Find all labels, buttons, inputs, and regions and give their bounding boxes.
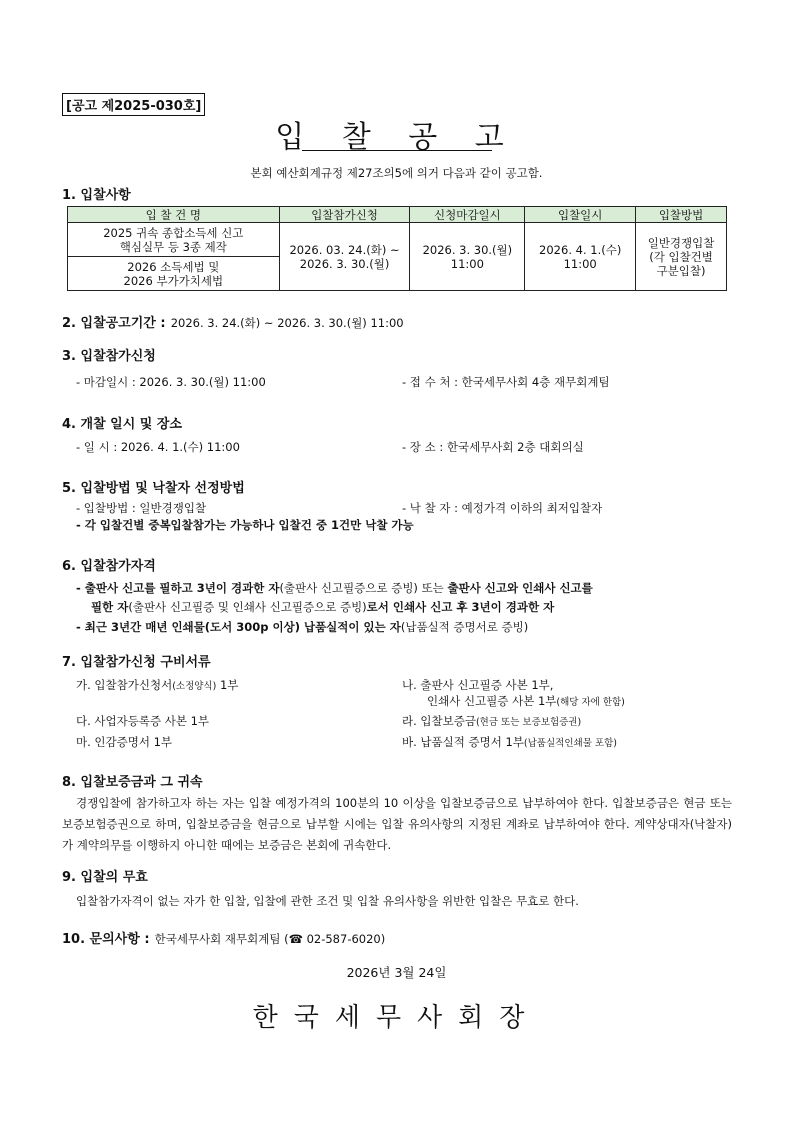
header-deadline: 신청마감일시 (410, 207, 525, 223)
duplicate-bid-prefix: - 각 입찰건별 (76, 518, 149, 532)
title-underline (302, 150, 492, 151)
section-3-heading: 3. 입찰참가신청 (62, 349, 156, 364)
bid-method: - 입찰방법 : 일반경쟁입찰 (76, 501, 207, 515)
document-na-2 (427, 693, 625, 709)
document-ra (402, 713, 581, 729)
section-6-heading: 6. 입찰참가자격 (62, 559, 156, 574)
notice-number: [공고 제2025-030호] (62, 93, 205, 116)
document-na-1: 나. 출판사 신고필증 사본 1부, (402, 678, 554, 692)
section-2-heading: 2. 입찰공고기간 : (62, 316, 166, 331)
opening-place: - 장 소 : 한국세무사회 2층 대회의실 (402, 440, 584, 454)
item-1-line-1: 2025 귀속 종합소득세 신고 (103, 225, 244, 240)
section-10-heading: 10. 문의사항 : (62, 932, 150, 947)
item-1-line-2: 핵심실무 등 3종 제작 (119, 239, 227, 254)
section-10 (62, 928, 385, 947)
header-application: 입찰참가신청 (279, 207, 410, 223)
qual-1a: - 출판사 신고를 필하고 3년이 경과한 자 (76, 581, 280, 595)
qual-3b: (납품실적 증명서로 증빙) (400, 620, 529, 634)
table-row (68, 223, 727, 257)
application-deadline: - 마감일시 : 2026. 3. 30.(월) 11:00 (76, 375, 266, 389)
doc-ra-note: (현금 또는 보증보험증권) (475, 717, 582, 728)
section-5-heading: 5. 입찰방법 및 낙찰자 선정방법 (62, 481, 245, 496)
qual-1b: (출판사 신고필증으로 증빙) 또는 (279, 581, 448, 595)
doc-ra-text: 라. 입찰보증금 (402, 714, 476, 728)
invalid-bid-text: 입찰참가자격이 없는 자가 한 입찰, 입찰에 관한 조건 및 입찰 유의사항을 위반한 입찰은 무효로 한다. (76, 894, 579, 908)
document-ma: 마. 인감증명서 1부 (76, 735, 173, 749)
qual-2a: 필한 자 (91, 600, 129, 614)
intro-text: 본회 예산회계규정 제27조의5에 의거 다음과 같이 공고함. (250, 166, 543, 180)
bid-date-line-2: 11:00 (563, 256, 597, 271)
method-line-1: 일반경쟁입찰 (647, 235, 715, 250)
bid-date-cell (525, 223, 636, 291)
application-line-1: 2026. 03. 24.(화) ~ (289, 242, 400, 257)
doc-ba-text: 바. 납품실적 증명서 1부 (402, 735, 524, 749)
table-header-row (68, 207, 727, 223)
deadline-line-1: 2026. 3. 30.(월) (422, 242, 513, 257)
doc-ga-count: 1부 (216, 678, 239, 692)
item-1-cell (68, 223, 280, 257)
application-line-2: 2026. 3. 30.(월) (299, 256, 390, 271)
notice-date: 2026년 3월 24일 (346, 965, 447, 980)
bid-items-table (67, 206, 727, 291)
issuer-name: 한국세무사회장 (252, 1003, 541, 1033)
section-2 (62, 312, 404, 331)
section-7-heading: 7. 입찰참가신청 구비서류 (62, 655, 211, 670)
section-1-heading: 1. 입찰사항 (62, 188, 131, 203)
deadline-line-2: 11:00 (450, 256, 484, 271)
method-line-3: 구분입찰) (656, 263, 706, 278)
deposit-paragraph: 경쟁입찰에 참가하고자 하는 자는 입찰 예정가격의 100분의 10 이상을 입찰보증금으로 납부하여야 한다. 입찰보증금은 현금 또는 보증보험증권으로 하며, 입찰보증금을 현금으로 납부할 시에는 입찰 유의사항의 지정된 계좌로 납부하여야 한다. 계약상대자(낙찰자)가 계약의무를 이행하지 아니한 때에는 보증금은 본회에 귀속한다. (62, 796, 732, 852)
document-da: 다. 사업자등록증 사본 1부 (76, 714, 210, 728)
header-bid-method: 입찰방법 (636, 207, 727, 223)
doc-ga-text: 가. 입찰참가신청서 (76, 678, 173, 692)
bid-method-cell (636, 223, 727, 291)
doc-na-note: (해당 자에 한함) (556, 697, 625, 708)
application-period-cell (279, 223, 410, 291)
winner-selection: - 낙 찰 자 : 예정가격 이하의 최저입찰자 (402, 501, 603, 515)
qual-3a: - 최근 3년간 매년 인쇄물(도서 300p 이상) 납품실적이 있는 자 (76, 620, 401, 634)
bid-date-line-1: 2026. 4. 1.(수) (539, 242, 622, 257)
item-2-line-1: 2026 소득세법 및 (127, 259, 220, 274)
header-bid-date: 입찰일시 (525, 207, 636, 223)
document-title: 입 찰 공 고 (275, 120, 518, 155)
qualification-line-2 (91, 599, 554, 615)
duplicate-bid-note (76, 517, 414, 533)
document-ga (76, 677, 238, 693)
section-8-heading: 8. 입찰보증금과 그 귀속 (62, 775, 203, 790)
qualification-line-3 (76, 619, 528, 635)
section-9-heading: 9. 입찰의 무효 (62, 870, 148, 885)
deadline-cell (410, 223, 525, 291)
header-item-name: 입 찰 건 명 (68, 207, 280, 223)
item-2-line-2: 2026 부가가치세법 (123, 273, 224, 288)
qualification-line-1 (76, 580, 593, 596)
doc-na-text: 인쇄사 신고필증 사본 1부 (427, 694, 557, 708)
notice-period: 2026. 3. 24.(화) ~ 2026. 3. 30.(월) 11:00 (170, 316, 404, 330)
method-line-2: (각 입찰건별 (649, 249, 713, 264)
qual-2b: (출판사 신고필증 및 인쇄사 신고필증으로 증빙) (128, 600, 367, 614)
item-2-cell (68, 257, 280, 291)
qual-2c: 로서 인쇄사 신고 후 3년이 경과한 자 (366, 600, 555, 614)
opening-datetime: - 일 시 : 2026. 4. 1.(수) 11:00 (76, 440, 240, 454)
contact-info: 한국세무사회 재무회계팀 (☎ 02-587-6020) (154, 932, 386, 946)
section-4-heading: 4. 개찰 일시 및 장소 (62, 417, 182, 432)
doc-ba-note: (납품실적인쇄물 포함) (523, 738, 617, 749)
qual-1c: 출판사 신고와 인쇄사 신고를 (447, 581, 593, 595)
doc-ga-note: (소정양식) (172, 681, 217, 692)
application-office: - 접 수 처 : 한국세무사회 4층 재무회계팀 (402, 375, 610, 389)
duplicate-bid-text: 중복입찰참가는 가능하나 입찰건 중 1건만 낙찰 가능 (148, 518, 414, 532)
document-ba (402, 734, 617, 750)
